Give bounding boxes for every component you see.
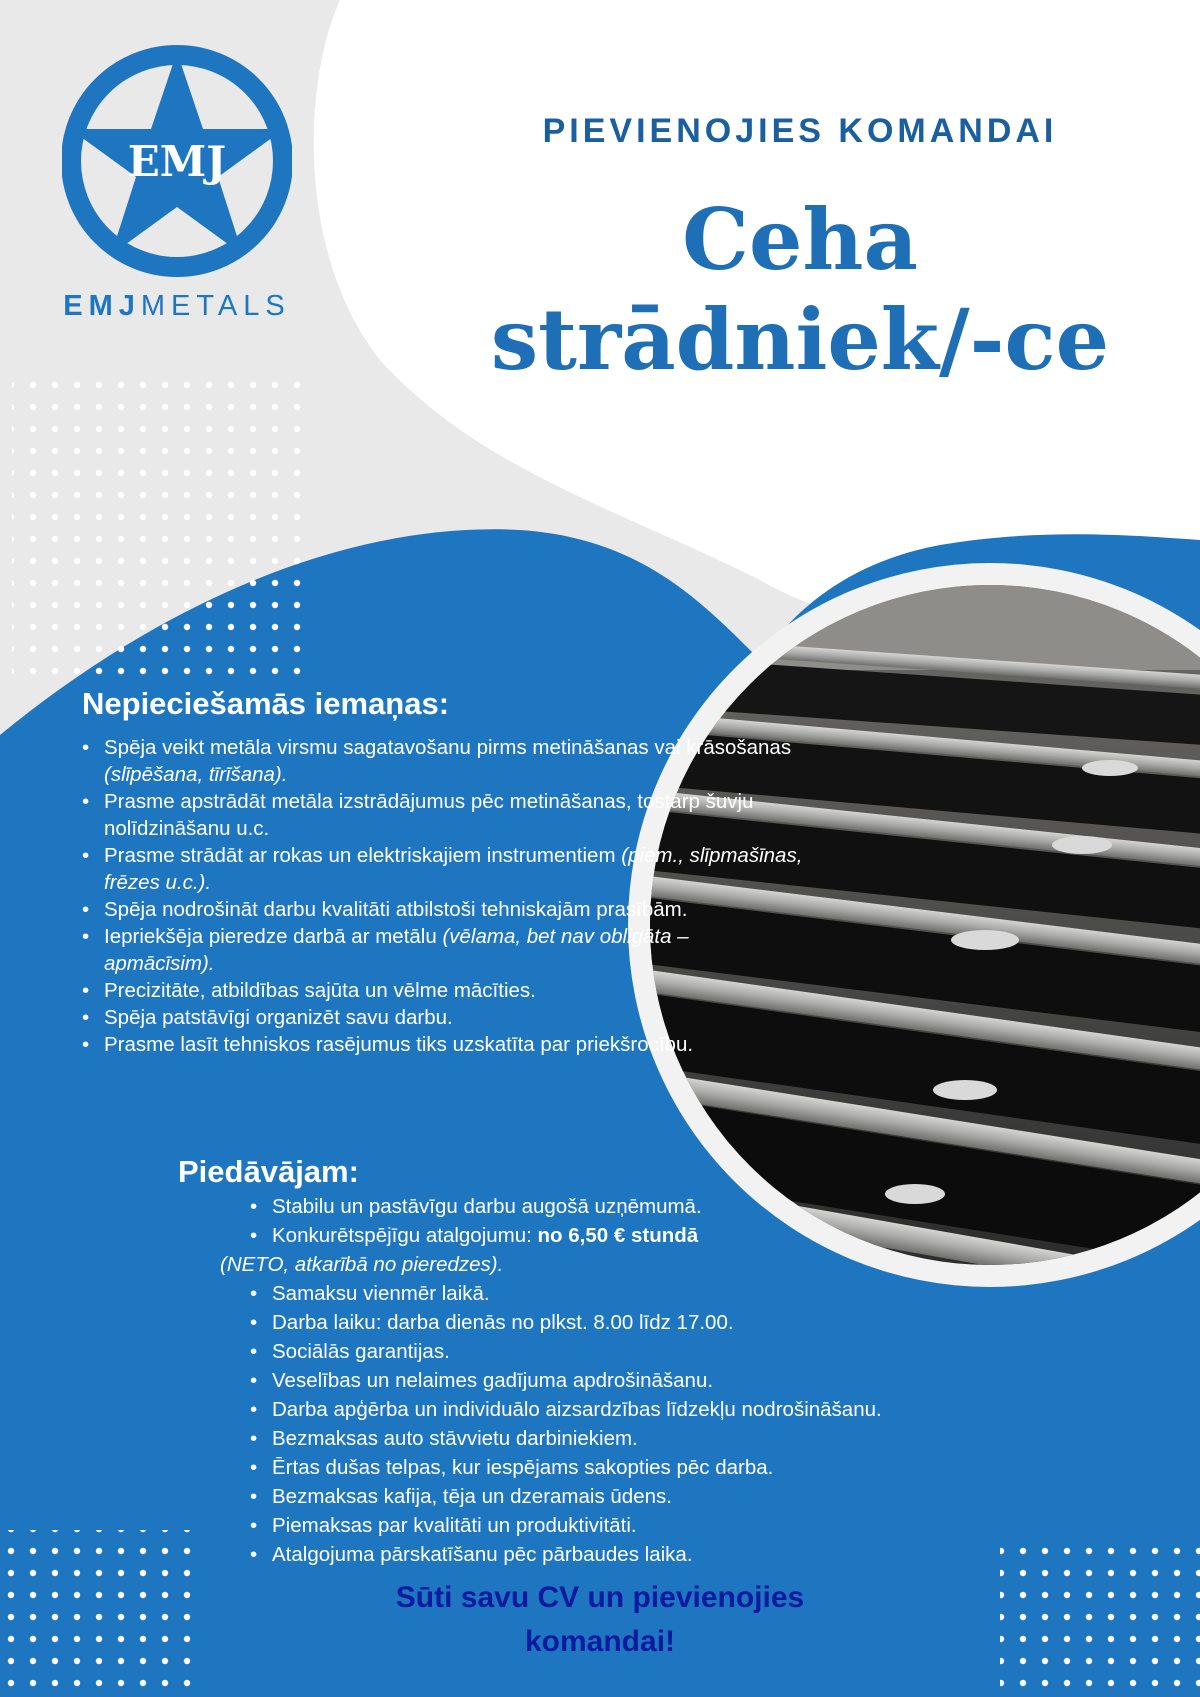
list-item: • Spēja nodrošināt darbu kvalitāti atbilstoši tehniskajām prasībām. (104, 896, 804, 923)
list-item: • Ērtas dušas telpas, kur iespējams sakopties pēc darba. (272, 1453, 1102, 1482)
svg-text:EMJ: EMJ (127, 137, 227, 186)
call-to-action (260, 1576, 940, 1664)
list-item: • Atalgojuma pārskatīšanu pēc pārbaudes laika. (272, 1540, 1102, 1569)
list-item: • Prasme strādāt ar rokas un elektriskajiem instrumentiem (piem., slīpmašīnas, frēzes u.c.). (104, 842, 804, 896)
list-item: • Precizitāte, atbildības sajūta un vēlme mācīties. (104, 977, 804, 1004)
dot-pattern-bottom-left (4, 1530, 204, 1697)
list-item: • Prasme apstrādāt metāla izstrādājumus pēc metināšanas, tostarp šuvju nolīdzināšanu u.c. (104, 788, 804, 842)
brand-name: EMJMETALS (63, 290, 291, 322)
job-title-line2: strādniek/-ce (490, 290, 1110, 389)
list-item: • Darba laiku: darba dienās no plkst. 8.00 līdz 17.00. (272, 1308, 1102, 1337)
list-item: • Stabilu un pastāvīgu darbu augošā uzņēmumā. (272, 1192, 1102, 1221)
job-title-line1: Ceha (682, 190, 918, 289)
list-item: • Spēja patstāvīgi organizēt savu darbu. (104, 1004, 804, 1031)
header-kicker: PIEVIENOJIES KOMANDAI (542, 112, 1058, 150)
skills-heading: Nepieciešamās iemaņas: (82, 686, 450, 721)
list-item: • Bezmaksas kafija, tēja un dzeramais ūdens. (272, 1482, 1102, 1511)
star-circle-icon (62, 44, 292, 279)
list-item: • Veselības un nelaimes gadījuma apdrošināšanu. (272, 1366, 1102, 1395)
list-item: • Sociālās garantijas. (272, 1337, 1102, 1366)
list-item: • Samaksu vienmēr laikā. (272, 1279, 1102, 1308)
list-item: • Spēja veikt metāla virsmu sagatavošanu pirms metināšanas vai krāsošanas (slīpēšana, tīrīšana). (104, 734, 804, 788)
list-item-note: (NETO, atkarībā no pieredzes). (220, 1253, 504, 1276)
job-title (440, 190, 1160, 390)
list-item: • Piemaksas par kvalitāti un produktivitāti. (272, 1511, 1102, 1540)
list-item: • Bezmaksas auto stāvvietu darbiniekiem. (272, 1424, 1102, 1453)
cta-line2: komandai! (524, 1625, 676, 1658)
cta-line1: Sūti savu CV un pievienojies (395, 1581, 805, 1614)
skills-list (60, 734, 804, 1058)
list-item: • Darba apģērba un individuālo aizsardzības līdzekļu nodrošināšanu. (272, 1395, 1102, 1424)
list-item: • Prasme lasīt tehniskos rasējumus tiks uzskatīta par priekšrocību. (104, 1031, 804, 1058)
offers-list (220, 1192, 1102, 1569)
list-item: • Konkurētspējīgu atalgojumu: no 6,50 € stundā (272, 1221, 1102, 1250)
list-item: • Iepriekšēja pieredze darbā ar metālu (vēlama, bet nav obligāta – apmācīsim). (104, 923, 804, 977)
dot-pattern-left (12, 375, 312, 675)
offers-heading: Piedāvājam: (178, 1154, 359, 1189)
